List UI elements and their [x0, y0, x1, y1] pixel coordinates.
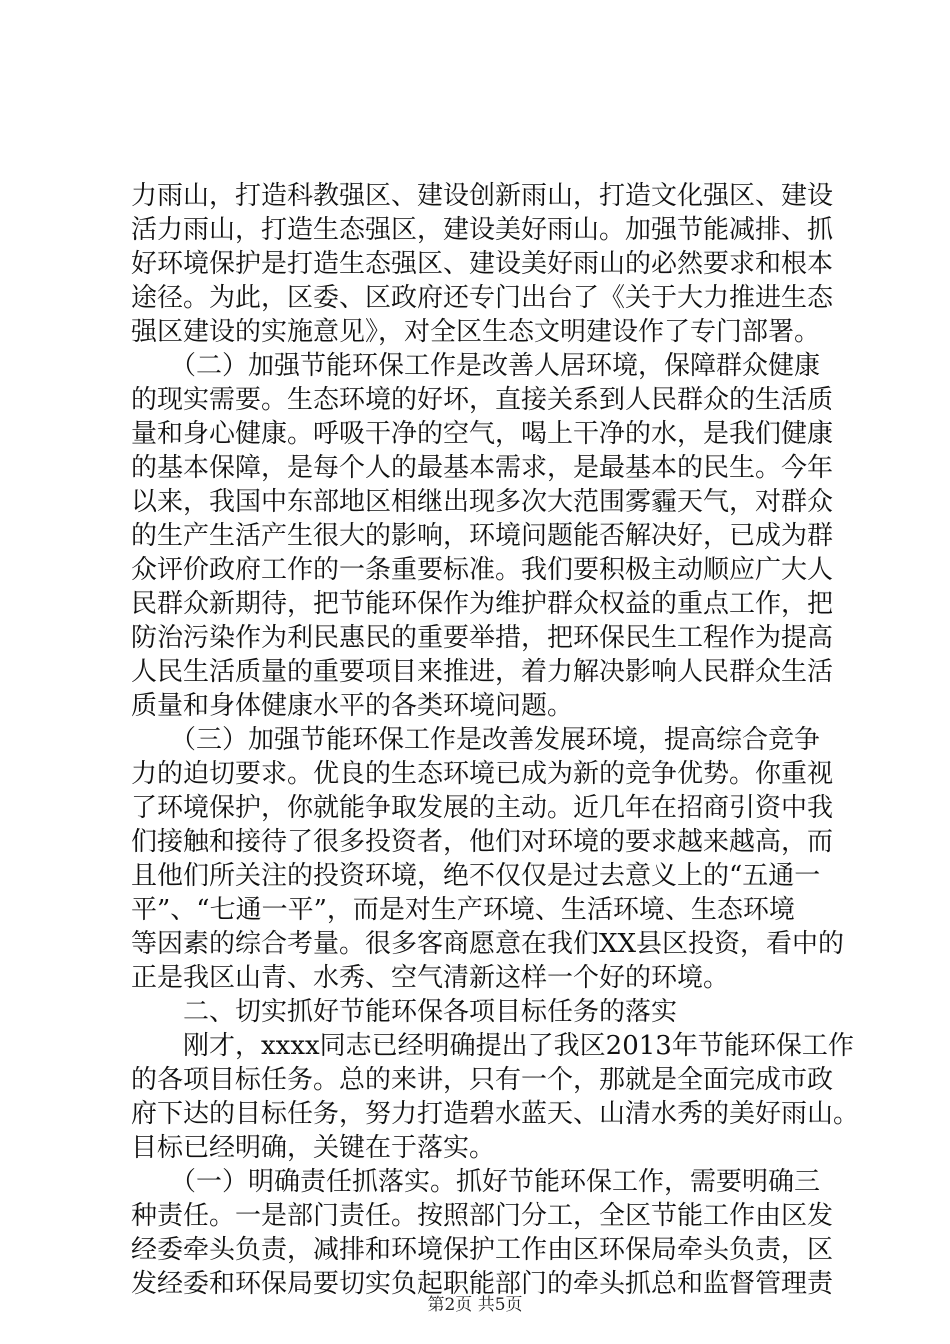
text-line: 二、切实抓好节能环保各项目标任务的落实 — [131, 997, 678, 1027]
text-line: 力的迫切要求。优良的生态环境已成为新的竞争优势。你重视 — [131, 759, 834, 789]
text-line: 的现实需要。生态环境的好坏，直接关系到人民群众的生活质 — [131, 385, 834, 415]
text-line: 府下达的目标任务，努力打造碧水蓝天、山清水秀的美好雨山。 — [131, 1099, 860, 1129]
text-line: （三）加强节能环保工作是改善发展环境，提高综合竞争 — [131, 725, 821, 755]
text-line: 发经委和环保局要切实负起职能部门的牵头抓总和监督管理责 — [131, 1269, 834, 1299]
text-line: （二）加强节能环保工作是改善人居环境，保障群众健康 — [131, 351, 821, 381]
text-line: 们接触和接待了很多投资者，他们对环境的要求越来越高，而 — [131, 827, 834, 857]
text-line: 正是我区山青、水秀、空气清新这样一个好的环境。 — [131, 963, 730, 993]
document-body — [131, 179, 860, 1301]
text-line: 且他们所关注的投资环境，绝不仅仅是过去意义上的“五通一 — [131, 861, 821, 891]
text-line: 刚才，xxxx同志已经明确提出了我区2013年节能环保工作 — [131, 1031, 854, 1061]
text-line: （一）明确责任抓落实。抓好节能环保工作，需要明确三 — [131, 1167, 821, 1197]
text-line: 等因素的综合考量。很多客商愿意在我们XX县区投资，看中的 — [131, 929, 845, 959]
text-line: 强区建设的实施意见》，对全区生态文明建设作了专门部署。 — [131, 317, 821, 347]
text-line: 人民生活质量的重要项目来推进，着力解决影响人民群众生活 — [131, 657, 834, 687]
text-line: 途径。为此，区委、区政府还专门出台了《关于大力推进生态 — [131, 283, 834, 313]
text-line: 众评价政府工作的一条重要标准。我们要积极主动顺应广大人 — [131, 555, 834, 585]
text-line: 力雨山，打造科教强区、建设创新雨山，打造文化强区、建设 — [131, 181, 834, 211]
text-line: 的各项目标任务。总的来讲，只有一个，那就是全面完成市政 — [131, 1065, 834, 1095]
text-line: 防治污染作为利民惠民的重要举措，把环保民生工程作为提高 — [131, 623, 834, 653]
text-line: 目标已经明确，关键在于落实。 — [131, 1133, 496, 1163]
text-line: 的生产生活产生很大的影响，环境问题能否解决好，已成为群 — [131, 521, 834, 551]
text-line: 量和身心健康。呼吸干净的空气，喝上干净的水，是我们健康 — [131, 419, 834, 449]
text-line: 质量和身体健康水平的各类环境问题。 — [131, 691, 574, 721]
text-line: 的基本保障，是每个人的最基本需求，是最基本的民生。今年 — [131, 453, 834, 483]
text-line: 了环境保护，你就能争取发展的主动。近几年在招商引资中我 — [131, 793, 834, 823]
text-line: 以来，我国中东部地区相继出现多次大范围雾霾天气，对群众 — [131, 487, 834, 517]
text-line: 活力雨山，打造生态强区，建设美好雨山。加强节能减排、抓 — [131, 215, 834, 245]
text-line: 平”、“七通一平”，而是对生产环境、生活环境、生态环境 — [131, 895, 795, 925]
text-line: 种责任。一是部门责任。按照部门分工，全区节能工作由区发 — [131, 1201, 834, 1231]
text-line: 好环境保护是打造生态强区、建设美好雨山的必然要求和根本 — [131, 249, 834, 279]
page-footer: 第2页 共5页 — [427, 1295, 523, 1315]
text-line: 经委牵头负责，减排和环境保护工作由区环保局牵头负责，区 — [131, 1235, 834, 1265]
text-line: 民群众新期待，把节能环保作为维护群众权益的重点工作，把 — [131, 589, 834, 619]
